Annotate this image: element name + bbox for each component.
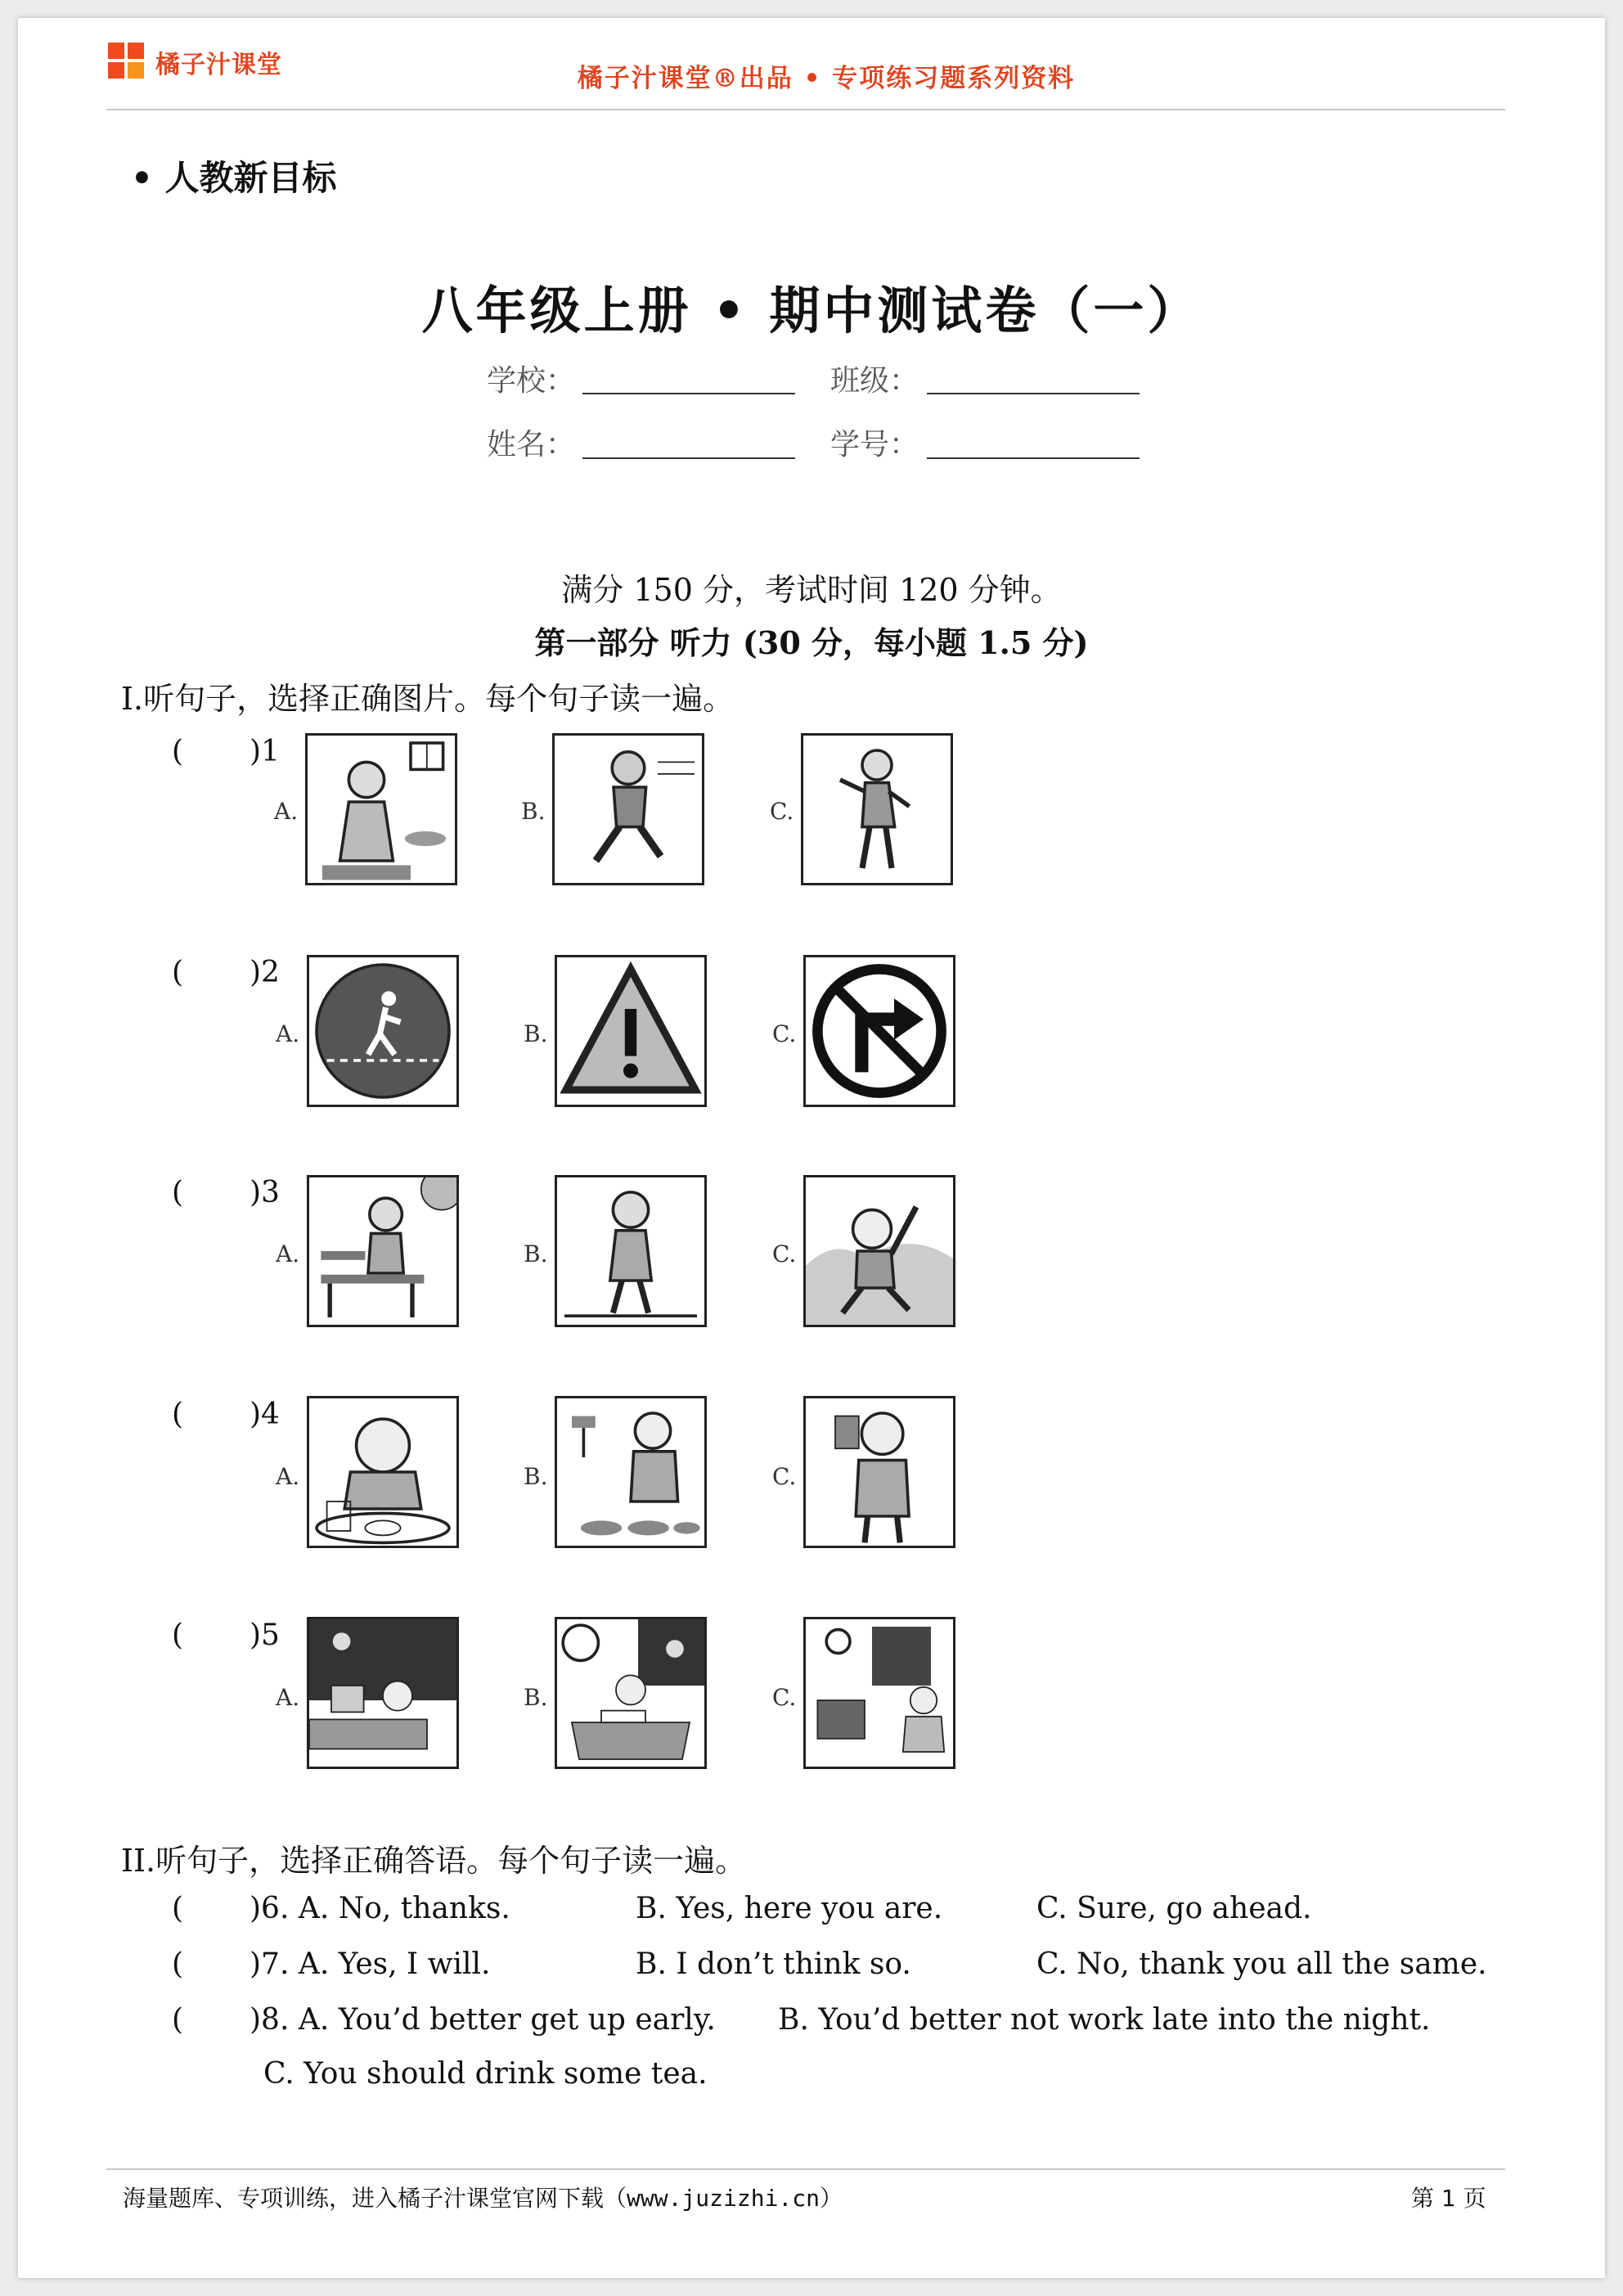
q8-option-c: C. You should drink some tea. xyxy=(263,2057,708,2091)
q6-option-a: )6. A. No, thanks. xyxy=(250,1892,510,1925)
question-number: )5 xyxy=(250,1618,280,1652)
no-right-turn-sign-icon[interactable] xyxy=(803,955,955,1107)
girl-brushing-teeth-icon[interactable] xyxy=(305,733,457,885)
section1-heading: I.听句子，选择正确图片。每个句子读一遍。 xyxy=(121,681,735,717)
brand-logo xyxy=(108,43,282,82)
option-letter: A. xyxy=(276,1463,300,1490)
answer-paren[interactable]: ( xyxy=(172,1398,184,1431)
answer-paren[interactable]: ( xyxy=(172,1618,184,1652)
q6-option-b: B. Yes, here you are. xyxy=(636,1892,943,1925)
answer-paren[interactable]: ( xyxy=(172,735,184,768)
boy-studying-night-icon[interactable] xyxy=(555,1617,707,1769)
part-one-heading: 第一部分 听力 (30 分，每小题 1.5 分) xyxy=(534,624,1089,661)
class-label: 班级： xyxy=(830,364,919,398)
section2-heading: II.听句子，选择正确答语。每个句子读一遍。 xyxy=(121,1843,747,1879)
option-letter: C. xyxy=(772,1240,797,1267)
answer-paren[interactable]: ( xyxy=(172,956,184,989)
number-input-line[interactable] xyxy=(927,457,1140,459)
option-letter: B. xyxy=(524,1463,548,1490)
exam-page xyxy=(18,18,1605,2278)
header-title: 橘子汁课堂®出品 • 专项练习题系列资料 xyxy=(577,64,1076,93)
q7-option-b: B. I don’t think so. xyxy=(636,1947,911,1981)
boy-waving-icon[interactable] xyxy=(803,1175,955,1327)
answer-paren[interactable]: ( xyxy=(172,1892,184,1925)
exam-title: 八年级上册 • 期中测试卷（一） xyxy=(421,281,1202,340)
question-number: )4 xyxy=(250,1398,280,1431)
answer-paren[interactable]: ( xyxy=(172,1947,184,1981)
warning-sign-icon[interactable] xyxy=(555,955,707,1107)
girl-on-bench-icon[interactable] xyxy=(307,1175,459,1327)
option-letter: C. xyxy=(770,798,794,825)
woman-cooking-icon[interactable] xyxy=(555,1396,707,1548)
option-letter: A. xyxy=(276,1240,300,1267)
man-watching-tv-icon[interactable] xyxy=(803,1617,955,1769)
school-input-line[interactable] xyxy=(582,393,795,394)
brand-name: 橘子汁课堂 xyxy=(155,51,282,79)
option-letter: B. xyxy=(524,1020,548,1047)
option-letter: C. xyxy=(772,1020,797,1047)
q7-option-c: C. No, thank you all the same. xyxy=(1036,1947,1487,1981)
option-letter: A. xyxy=(276,1684,300,1711)
boy-eating-icon[interactable] xyxy=(307,1396,459,1548)
q6-option-c: C. Sure, go ahead. xyxy=(1036,1892,1312,1925)
option-letter: A. xyxy=(274,798,299,825)
option-letter: B. xyxy=(524,1684,548,1711)
option-letter: B. xyxy=(521,798,546,825)
question-number: )3 xyxy=(250,1176,280,1209)
answer-paren[interactable]: ( xyxy=(172,2003,184,2037)
number-label: 学号： xyxy=(830,428,919,461)
option-letter: A. xyxy=(276,1020,300,1047)
name-input-line[interactable] xyxy=(582,457,795,459)
exam-info: 满分 150 分，考试时间 120 分钟。 xyxy=(561,572,1062,608)
option-letter: C. xyxy=(772,1463,797,1490)
footer-text: 海量题库、专项训练，进入橘子汁课堂官网下载（www.juzizhi.cn） xyxy=(123,2185,843,2212)
name-label: 姓名： xyxy=(487,428,576,461)
q8-option-b: B. You’d better not work late into the night. xyxy=(778,2003,1431,2037)
answer-paren[interactable]: ( xyxy=(172,1176,184,1209)
school-label: 学校： xyxy=(487,364,576,398)
kid-at-computer-night-icon[interactable] xyxy=(307,1617,459,1769)
page-number: 第 1 页 xyxy=(1411,2185,1486,2212)
man-drinking-icon[interactable] xyxy=(803,1396,955,1548)
question-number: )2 xyxy=(250,956,280,989)
girl-running-icon[interactable] xyxy=(552,733,704,885)
brand-logo-icon xyxy=(108,43,147,82)
pedestrian-sign-icon[interactable] xyxy=(307,955,459,1107)
girl-dancing-icon[interactable] xyxy=(801,733,953,885)
footer-divider xyxy=(106,2168,1505,2170)
question-number: )1 xyxy=(250,735,280,768)
option-letter: B. xyxy=(524,1240,548,1267)
q8-option-a: )8. A. You’d better get up early. xyxy=(250,2003,716,2037)
series-label: • 人教新目标 xyxy=(131,158,337,198)
header-divider xyxy=(106,109,1505,110)
option-letter: C. xyxy=(772,1684,797,1711)
class-input-line[interactable] xyxy=(927,393,1140,394)
q7-option-a: )7. A. Yes, I will. xyxy=(250,1947,491,1981)
girl-walking-icon[interactable] xyxy=(555,1175,707,1327)
